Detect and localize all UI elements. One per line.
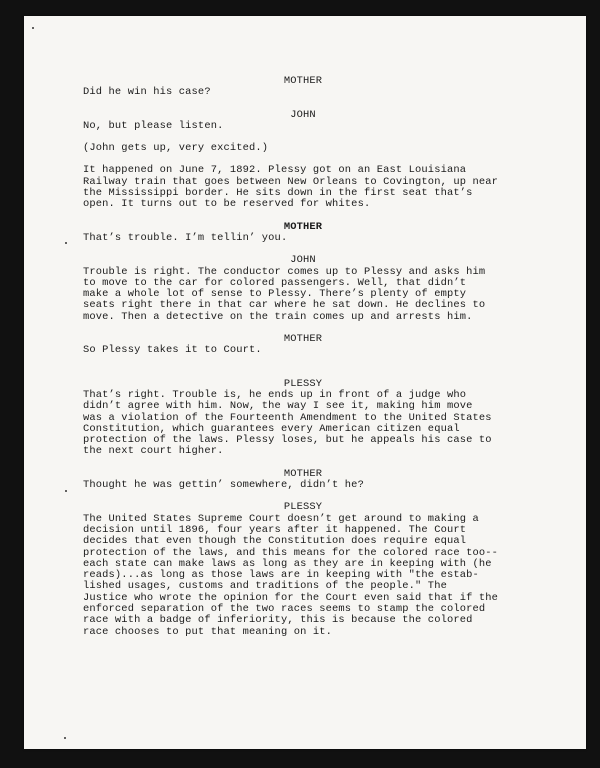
script-page [24,16,586,749]
dialogue-line: Railway train that goes between New Orleans to Covington, up near [83,175,499,188]
dialogue-line: race with a badge of inferiority, this is because the colored [83,614,473,627]
dialogue-line: Did he win his case? [83,86,211,99]
speaker-name: PLESSY [283,377,323,390]
dialogue-line: So Plessy takes it to Court. [83,344,262,357]
speaker-name: MOTHER [283,467,323,480]
speaker-name: MOTHER [283,333,323,346]
dialogue-line: to move to the car for colored passengers. Well, that didn’t [83,276,467,289]
dialogue-line: didn’t agree with him. Now, the way I see it, making him move [83,400,473,413]
speaker-name: MOTHER [283,220,323,233]
dialogue-line: each state can make laws as long as they are in keeping with (he [83,557,492,570]
dialogue-line: (John gets up, very excited.) [83,142,269,155]
block-spacer [83,357,523,379]
dialogue-line: the Mississippi border. He sits down in the first seat that’s [83,187,473,200]
dialogue-line: open. It turns out to be reserved for whites. [83,198,371,211]
dialogue-line: decides that even though the Constitution does require equal [83,535,467,548]
dialogue-line: move. Then a detective on the train comes up and arrests him. [83,310,473,323]
dialogue-line: lished usages, customs and traditions of the people." The [83,580,447,593]
dialogue-line: protection of the laws. Plessy loses, but he appeals his case to [83,434,492,447]
speaker-name: PLESSY [283,501,323,514]
dialogue-line: reads)...as long as those laws are in keeping with "the estab- [83,569,479,582]
dialogue-line: The United States Supreme Court doesn’t get around to making a [83,512,479,525]
dialogue-line: enforced separation of the two races seems to stamp the colored [83,602,486,615]
dialogue-line: decision until 1896, four years after it happened. The Court [83,523,467,536]
block-spacer [83,99,523,110]
dialogue-line: seats right there in that car where he sat down. He declines to [83,299,486,312]
speaker-name: JOHN [290,254,316,267]
scan-speck [65,242,67,244]
dialogue-line: the next court higher. [83,445,224,458]
scan-speck [64,737,66,739]
scan-speck [65,490,67,492]
scan-speck [32,27,34,29]
dialogue-line: That’s trouble. I’m tellin’ you. [83,231,288,244]
dialogue-line: Trouble is right. The conductor comes up to Plessy and asks him [83,265,486,278]
script-body [83,76,523,638]
dialogue-line: That’s right. Trouble is, he ends up in front of a judge who [83,388,467,401]
speaker-name: MOTHER [283,75,323,87]
dialogue-line: race chooses to put that meaning on it. [83,625,333,638]
dialogue-line: protection of the laws, and this means for the colored race too-- [83,546,499,559]
speaker-name: JOHN [290,108,316,121]
dialogue-line: Justice who wrote the opinion for the Court even said that if the [83,591,499,604]
dialogue-line: Thought he was gettin’ somewhere, didn’t he? [83,479,364,492]
dialogue-line: was a violation of the Fourteenth Amendment to the United States [83,411,492,424]
dialogue-line: Constitution, which guarantees every American citizen equal [83,422,460,435]
dialogue-line: It happened on June 7, 1892. Plessy got on an East Louisiana [83,164,467,177]
dialogue-line: No, but please listen. [83,119,224,132]
dialogue-line: make a whole lot of sense to Plessy. There’s plenty of empty [83,288,467,301]
